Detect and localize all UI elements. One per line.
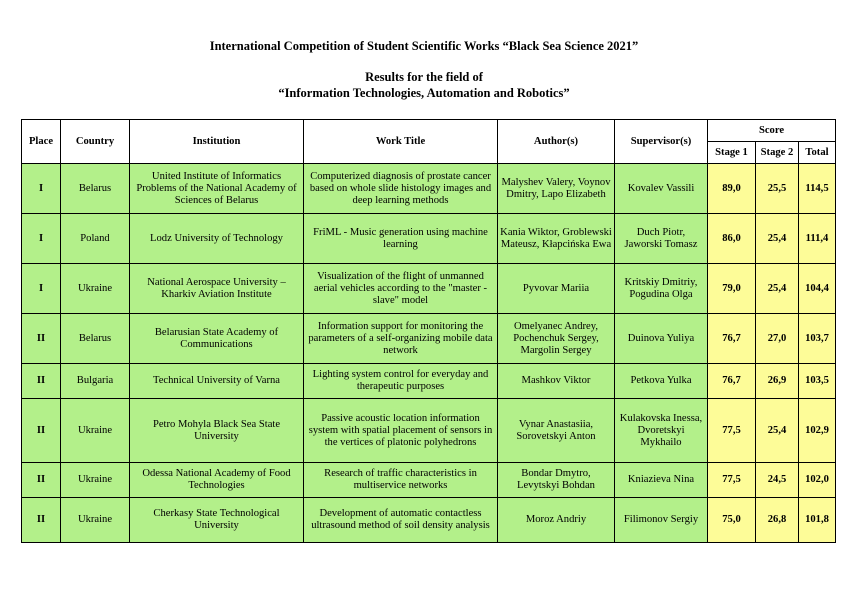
cell-authors: Bondar Dmytro, Levytskyi Bohdan [498, 463, 615, 498]
table-row [22, 399, 836, 463]
header-stage1: Stage 1 [708, 142, 756, 164]
table-row [22, 364, 836, 399]
cell-total: 114,5 [799, 164, 836, 214]
cell-country: Ukraine [61, 399, 130, 463]
cell-stage1: 86,0 [708, 214, 756, 264]
cell-work-title: Passive acoustic location information system with spatial placement of sensors in the vertices of platonic polyhedrons [304, 399, 498, 463]
table-row [22, 214, 836, 264]
header-supervisors: Supervisor(s) [615, 120, 708, 164]
cell-authors: Pyvovar Mariia [498, 264, 615, 314]
cell-total: 104,4 [799, 264, 836, 314]
cell-stage2: 26,8 [756, 498, 799, 543]
table-row [22, 264, 836, 314]
cell-total: 111,4 [799, 214, 836, 264]
cell-total: 103,7 [799, 314, 836, 364]
cell-authors: Omelyanec Andrey, Pochenchuk Sergey, Margolin Sergey [498, 314, 615, 364]
cell-supervisors: Duinova Yuliya [615, 314, 708, 364]
cell-country: Bulgaria [61, 364, 130, 399]
cell-place: II [22, 314, 61, 364]
header-authors: Author(s) [498, 120, 615, 164]
cell-stage2: 26,9 [756, 364, 799, 399]
cell-total: 103,5 [799, 364, 836, 399]
cell-country: Poland [61, 214, 130, 264]
cell-country: Belarus [61, 314, 130, 364]
header-score: Score [708, 120, 836, 142]
cell-country: Belarus [61, 164, 130, 214]
cell-stage1: 75,0 [708, 498, 756, 543]
table-row [22, 314, 836, 364]
cell-place: I [22, 164, 61, 214]
cell-place: I [22, 214, 61, 264]
cell-institution: Belarusian State Academy of Communications [130, 314, 304, 364]
cell-country: Ukraine [61, 498, 130, 543]
cell-institution: Odessa National Academy of Food Technologies [130, 463, 304, 498]
cell-institution: Petro Mohyla Black Sea State University [130, 399, 304, 463]
cell-place: II [22, 399, 61, 463]
cell-place: II [22, 463, 61, 498]
cell-work-title: Visualization of the flight of unmanned aerial vehicles according to the "master - slave" model [304, 264, 498, 314]
cell-work-title: Information support for monitoring the parameters of a self-organizing mobile data network [304, 314, 498, 364]
cell-supervisors: Kulakovska Inessa, Dvoretskyi Mykhailo [615, 399, 708, 463]
cell-authors: Vynar Anastasiia, Sorovetskyi Anton [498, 399, 615, 463]
cell-supervisors: Petkova Yulka [615, 364, 708, 399]
cell-place: I [22, 264, 61, 314]
cell-supervisors: Duch Piotr, Jaworski Tomasz [615, 214, 708, 264]
cell-total: 101,8 [799, 498, 836, 543]
cell-supervisors: Kritskiy Dmitriy, Pogudina Olga [615, 264, 708, 314]
cell-stage2: 25,4 [756, 214, 799, 264]
header-institution: Institution [130, 120, 304, 164]
cell-institution: United Institute of Informatics Problems of the National Academy of Sciences of Belarus [130, 164, 304, 214]
cell-stage1: 76,7 [708, 314, 756, 364]
cell-work-title: Research of traffic characteristics in multiservice networks [304, 463, 498, 498]
header-work-title: Work Title [304, 120, 498, 164]
cell-total: 102,9 [799, 399, 836, 463]
table-row [22, 164, 836, 214]
results-table [21, 119, 836, 543]
cell-stage2: 25,4 [756, 399, 799, 463]
table-row [22, 463, 836, 498]
cell-total: 102,0 [799, 463, 836, 498]
document-title: International Competition of Student Scientific Works “Black Sea Science 2021” [209, 39, 639, 53]
document-subtitle-line1: Results for the field of [365, 70, 483, 84]
cell-work-title: FriML - Music generation using machine learning [304, 214, 498, 264]
header-place: Place [22, 120, 61, 164]
cell-authors: Kania Wiktor, Groblewski Mateusz, Kłapcińska Ewa [498, 214, 615, 264]
table-row [22, 498, 836, 543]
cell-place: II [22, 498, 61, 543]
cell-work-title: Development of automatic contactless ultrasound method of soil density analysis [304, 498, 498, 543]
cell-stage2: 27,0 [756, 314, 799, 364]
cell-institution: Lodz University of Technology [130, 214, 304, 264]
cell-authors: Mashkov Viktor [498, 364, 615, 399]
document-subtitle-line2: “Information Technologies, Automation and Robotics” [278, 86, 570, 100]
cell-supervisors: Kovalev Vassili [615, 164, 708, 214]
header-country: Country [61, 120, 130, 164]
cell-institution: National Aerospace University – Kharkiv Aviation Institute [130, 264, 304, 314]
cell-authors: Moroz Andriy [498, 498, 615, 543]
cell-work-title: Computerized diagnosis of prostate cancer based on whole slide histology images and deep learning methods [304, 164, 498, 214]
header-total: Total [799, 142, 836, 164]
cell-stage1: 77,5 [708, 463, 756, 498]
cell-stage2: 25,4 [756, 264, 799, 314]
cell-supervisors: Kniazieva Nina [615, 463, 708, 498]
cell-country: Ukraine [61, 463, 130, 498]
cell-institution: Technical University of Varna [130, 364, 304, 399]
cell-authors: Malyshev Valery, Voynov Dmitry, Lapo Elizabeth [498, 164, 615, 214]
cell-country: Ukraine [61, 264, 130, 314]
cell-work-title: Lighting system control for everyday and therapeutic purposes [304, 364, 498, 399]
header-stage2: Stage 2 [756, 142, 799, 164]
cell-stage1: 89,0 [708, 164, 756, 214]
cell-stage1: 76,7 [708, 364, 756, 399]
cell-stage1: 77,5 [708, 399, 756, 463]
cell-supervisors: Filimonov Sergiy [615, 498, 708, 543]
cell-stage2: 24,5 [756, 463, 799, 498]
cell-stage1: 79,0 [708, 264, 756, 314]
cell-institution: Cherkasy State Technological University [130, 498, 304, 543]
cell-stage2: 25,5 [756, 164, 799, 214]
cell-place: II [22, 364, 61, 399]
